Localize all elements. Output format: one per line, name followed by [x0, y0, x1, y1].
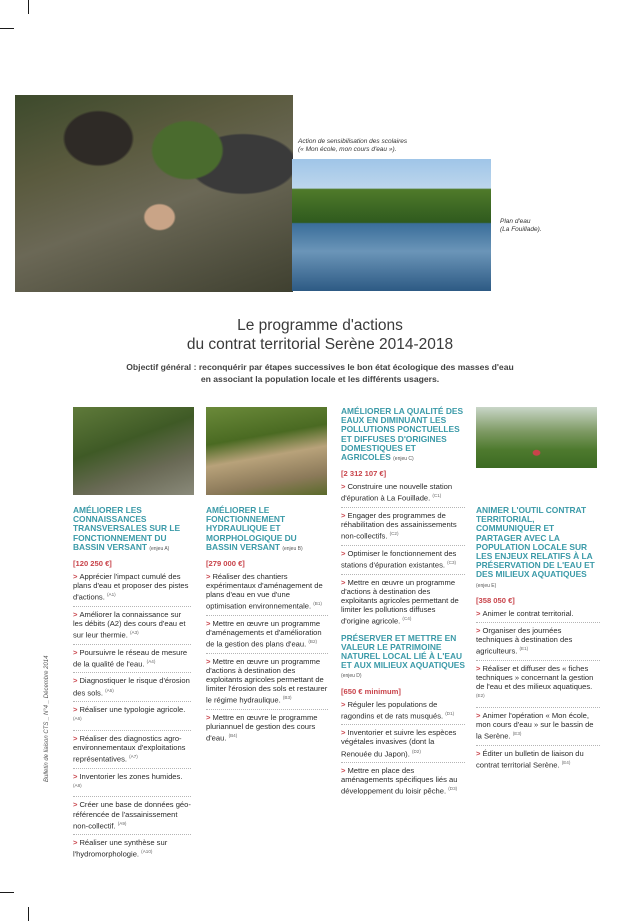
bullet-icon: > [206, 619, 211, 629]
bullet-icon: > [73, 771, 78, 781]
item-separator [73, 730, 191, 731]
list-item [476, 609, 600, 618]
photo-field-measurement [73, 407, 194, 495]
action-list [341, 482, 465, 625]
item-text: Réaliser des diagnostics agro-environnementaux d'exploitations représentatives. [73, 733, 186, 764]
item-separator [341, 762, 465, 763]
bullet-icon: > [206, 712, 211, 722]
item-ref: (A6) [73, 716, 82, 722]
item-ref: (B4) [228, 733, 238, 739]
item-text: Améliorer la connaissance sur les débits (A2) des cours d'eau et sur leur thermie. [73, 609, 186, 640]
bullet-icon: > [476, 710, 481, 720]
column-budget: [2 312 107 €] [341, 469, 387, 479]
list-item [206, 619, 328, 649]
kids-caption-line1: Action de sensibilisation des scolaires [298, 138, 408, 145]
bullet-icon: > [73, 676, 78, 686]
bullet-icon: > [341, 699, 346, 709]
crop-mark [28, 907, 29, 921]
item-text: Réguler les populations de ragondins et de rats musqués. [341, 699, 444, 721]
bullet-icon: > [476, 748, 481, 758]
item-ref: (C1) [432, 493, 442, 499]
column-enjeu-b [206, 506, 328, 747]
list-item [73, 610, 191, 640]
photo-schoolchildren [15, 95, 293, 292]
column-enjeu-c [341, 407, 465, 800]
item-separator [206, 709, 328, 710]
item-ref: (D2) [411, 748, 421, 754]
item-ref: (C2) [389, 531, 399, 537]
bullet-icon: > [73, 647, 78, 657]
list-item [341, 728, 465, 758]
item-ref: (B2) [308, 639, 318, 645]
title-line2: du contrat territorial Serène 2014-2018 [186, 336, 454, 353]
item-separator [206, 653, 328, 654]
action-list [73, 572, 191, 859]
list-item [206, 572, 328, 611]
crop-mark [0, 28, 14, 29]
bullet-icon: > [206, 572, 211, 582]
crop-mark [28, 0, 29, 14]
item-ref: (E1) [519, 646, 529, 652]
item-text: Diagnostiquer le risque d'érosion des sols. [73, 676, 190, 698]
item-text: Mettre en œuvre le programme pluriannuel de gestion des cours d'eau. [206, 712, 318, 743]
list-item [73, 705, 191, 726]
bullet-icon: > [206, 656, 211, 666]
item-ref: (A7) [129, 754, 138, 760]
bullet-icon: > [341, 577, 346, 587]
item-ref: (B3) [282, 695, 292, 701]
list-item [73, 572, 191, 602]
item-text: Engager des programmes de réhabilitation des assainissements non-collectifs. [341, 511, 457, 541]
photo-group [476, 407, 597, 468]
item-separator [73, 796, 191, 797]
bullet-icon: > [476, 663, 481, 673]
item-ref: (C3) [447, 559, 457, 565]
item-separator [476, 660, 600, 661]
item-text: Réaliser des chantiers expérimentaux d'aménagement de plans d'eau en vue d'une optimisation environnementale. [206, 572, 323, 611]
page-title [150, 316, 490, 354]
item-separator [73, 644, 191, 645]
column-heading: ANIMER L'OUTIL CONTRAT TERRITORIAL, COMMUNIQUER ET PARTAGER AVEC LA POPULATION LOCALE SUR LES ENJEUX RELATIFS À LA PRÉSERVATION DE L'EAU ET DES MILIEUX AQUATIQUES (enjeu E) [476, 505, 595, 589]
bullet-icon: > [73, 705, 78, 715]
lake-caption-line1: Plan d'eau [500, 218, 531, 225]
column-enjeu-d [341, 634, 465, 796]
item-ref: (E3) [512, 730, 522, 736]
list-item [341, 549, 465, 570]
item-separator [73, 834, 191, 835]
item-ref: (C4) [402, 615, 412, 621]
column-heading: AMÉLIORER LA QUALITÉ DES EAUX EN DIMINUANT LES POLLUTIONS PONCTUELLES ET DIFFUSES D'ORIGINES DOMESTIQUES ET AGRICOLES (enjeu C) [341, 406, 464, 463]
item-text: Animer l'opération « Mon école, mon cours d'eau » sur le bassin de la Serène. [476, 710, 594, 741]
list-item [341, 766, 465, 796]
photo-lake [292, 159, 491, 291]
item-text: Mettre en place des aménagements spécifiques liés au développement du loisir pêche. [341, 766, 458, 796]
item-ref: (A9) [117, 820, 127, 826]
item-ref: (A4) [146, 658, 156, 664]
list-item [476, 749, 600, 770]
column-enjeu-e [476, 506, 600, 773]
item-text: Poursuivre le réseau de mesure de la qualité de l'eau. [73, 647, 188, 669]
item-ref: (E2) [476, 693, 485, 699]
list-item [341, 482, 465, 503]
crop-mark [0, 892, 14, 893]
item-ref: (A1) [106, 592, 116, 598]
item-ref: (A3) [130, 630, 139, 636]
item-separator [73, 606, 191, 607]
lake-caption [500, 218, 590, 234]
column-heading: AMÉLIORER LES CONNAISSANCES TRANSVERSALES SUR LE FONCTIONNEMENT DU BASSIN VERSANT (enjeu A) [73, 505, 181, 552]
kids-caption-line2: (« Mon école, mon cours d'eau »). [298, 146, 397, 153]
column-budget: [279 000 €] [206, 559, 245, 569]
list-item [476, 711, 600, 741]
bullet-icon: > [476, 626, 481, 636]
item-text: Réaliser une synthèse sur l'hydromorphologie. [73, 838, 168, 859]
title-line1: Le programme d'actions [237, 317, 403, 334]
item-text: Organiser des journées techniques à destination des agriculteurs. [476, 626, 573, 656]
item-text: Créer une base de données géo-référencée de l'assainissement non-collectif. [73, 800, 191, 831]
action-list [206, 572, 328, 743]
list-item [341, 578, 465, 626]
bullet-icon: > [341, 766, 346, 776]
column-budget: [120 250 €] [73, 559, 112, 569]
item-ref: (B1) [313, 601, 322, 607]
item-text: Optimiser le fonctionnement des stations d'épuration existantes. [341, 548, 457, 570]
list-item [73, 648, 191, 669]
item-separator [476, 622, 600, 623]
item-ref: (A10) [141, 849, 153, 855]
item-text: Animer le contrat territorial. [482, 608, 574, 618]
item-text: Apprécier l'impact cumulé des plans d'eau et proposer des pistes d'actions. [73, 572, 189, 602]
item-text: Inventorier les zones humides. [79, 771, 183, 781]
list-item [341, 511, 465, 541]
item-separator [73, 701, 191, 702]
item-ref: (E4) [561, 759, 571, 765]
item-text: Mettre en œuvre un programme d'actions à destination des exploitants agricoles permettant de limiter l'érosion des sols et restaurer le régime hydraulique. [206, 656, 328, 705]
column-budget: [650 € minimum] [341, 686, 401, 696]
list-item [73, 734, 191, 764]
intro-line2: en associant la population locale et les différents usagers. [200, 374, 440, 384]
photo-stream [206, 407, 327, 495]
bullet-icon: > [73, 838, 78, 848]
list-item [73, 838, 191, 859]
list-item [476, 664, 600, 703]
item-separator [341, 574, 465, 575]
list-item [73, 800, 191, 830]
item-separator [73, 672, 191, 673]
item-separator [476, 707, 600, 708]
item-text: Inventorier et suivre les espèces végétales invasives (dont la Renouée du Japon). [341, 728, 457, 759]
intro-line1: Objectif général : reconquérir par étapes successives le bon état écologique des masses d'eau [126, 362, 514, 372]
item-ref: (A8) [73, 782, 82, 788]
list-item [341, 700, 465, 721]
column-heading: PRÉSERVER ET METTRE EN VALEUR LE PATRIMOINE NATUREL LOCAL LIÉ À L'EAU ET AUX MILIEUX AQUATIQUES (enjeu D) [341, 632, 465, 680]
item-text: Éditer un bulletin de liaison du contrat territorial Serène. [476, 748, 584, 770]
action-list [476, 609, 600, 769]
item-text: Mettre en œuvre un programme d'aménagements et d'amélioration de la gestion des plans d'eau. [206, 619, 322, 649]
list-item [476, 626, 600, 656]
kids-caption [298, 138, 488, 154]
list-item [73, 676, 191, 697]
item-separator [341, 724, 465, 725]
column-heading: AMÉLIORER LE FONCTIONNEMENT HYDRAULIQUE ET MORPHOLOGIQUE DU BASSIN VERSANT (enjeu B) [206, 505, 303, 552]
general-objective [120, 361, 520, 385]
bullet-icon: > [341, 511, 346, 521]
item-ref: (D3) [448, 786, 458, 792]
item-separator [73, 768, 191, 769]
bullet-icon: > [341, 482, 346, 492]
bullet-icon: > [73, 800, 78, 810]
bullet-icon: > [73, 733, 78, 743]
bullet-icon: > [341, 728, 346, 738]
item-text: Réaliser une typologie agricole. [79, 705, 186, 715]
bullet-icon: > [476, 608, 481, 618]
action-list [341, 700, 465, 796]
bullet-icon: > [73, 572, 78, 582]
item-ref: (A5) [105, 687, 114, 693]
list-item [206, 657, 328, 705]
item-separator [206, 615, 328, 616]
list-item [73, 772, 191, 793]
item-text: Construire une nouvelle station d'épuration à La Fouillade. [341, 482, 453, 503]
item-separator [341, 545, 465, 546]
bulletin-sidebar-text: Bulletin de liaison CTS _ N°4 _ Décembre 2014 [44, 655, 50, 782]
column-budget: [358 050 €] [476, 595, 515, 605]
list-item [206, 713, 328, 743]
bullet-icon: > [341, 548, 346, 558]
column-enjeu-a [73, 506, 191, 863]
item-separator [341, 507, 465, 508]
bullet-icon: > [73, 609, 78, 619]
item-ref: (D1) [445, 710, 455, 716]
lake-caption-line2: (La Fouillade). [500, 226, 542, 233]
item-text: Mettre en œuvre un programme d'actions à destination des exploitants agricoles permettant de limiter les pollutions diffuses d'origine agricole. [341, 577, 459, 626]
item-text: Réaliser et diffuser des « fiches techniques » concernant la gestion de l'eau et des milieux aquatiques. [476, 663, 594, 692]
item-separator [476, 745, 600, 746]
